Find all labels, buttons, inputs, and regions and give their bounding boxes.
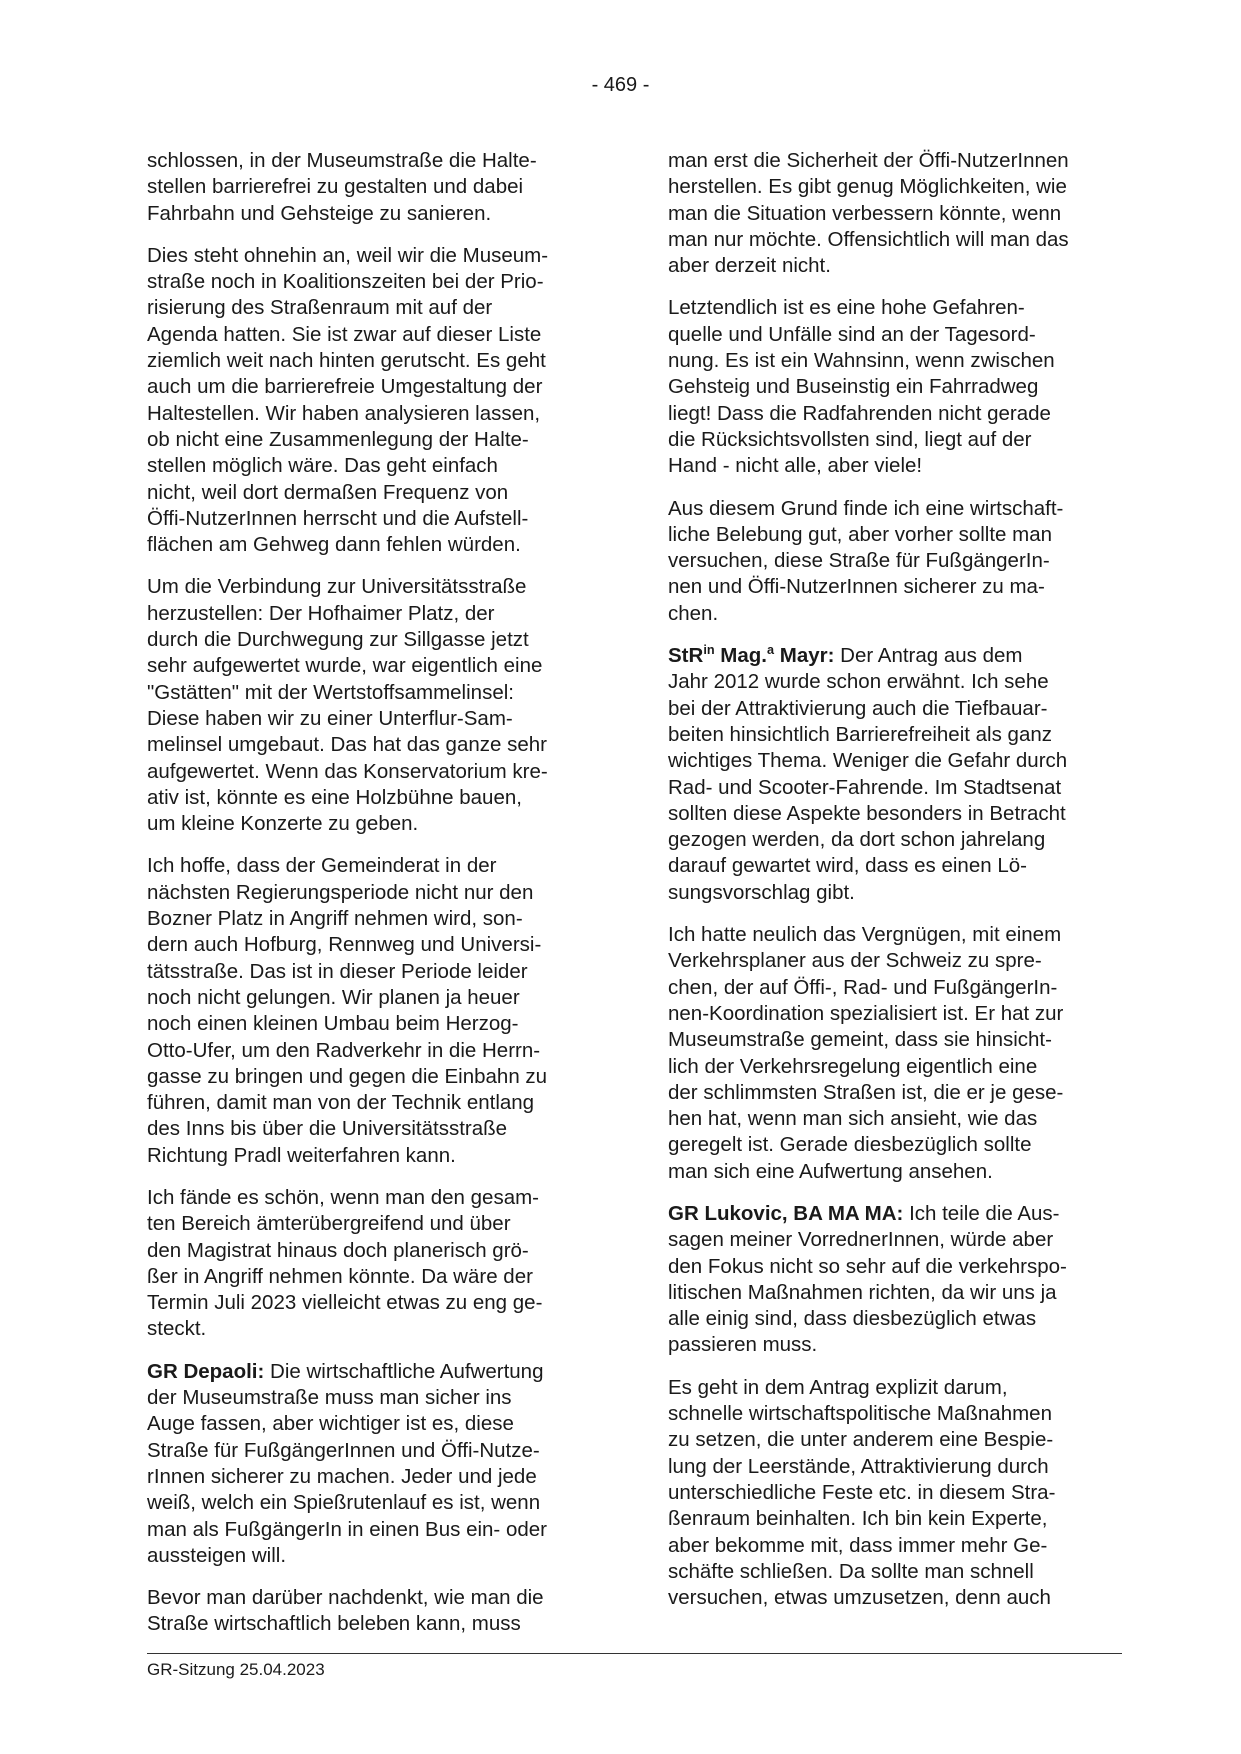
footer-divider [147,1653,1122,1654]
paragraph: Bevor man darüber nachdenkt, wie man die Straße wirtschaftlich beleben kann, muss [147,1586,544,1636]
paragraph: schlossen, in der Museumstraße die Halte- stellen barrierefrei zu gestalten und dabei Fahrbahn und Gehsteige zu sanieren. [147,149,537,225]
page-number: - 469 - [591,74,650,96]
paragraph: man erst die Sicherheit der Öffi-NutzerInnen herstellen. Es gibt genug Möglichkeiten, wie man die Situation verbessern könnte, wenn man nur möchte. Offensichtlich will man das aber derzeit nicht. [668,149,1069,278]
speaker-name: GR Lukovic, BA MA MA: [668,1201,904,1225]
paragraph: Um die Verbindung zur Universitätsstraße herzustellen: Der Hofhaimer Platz, der durch die Durchwegung zur Sillgasse jetzt sehr aufgewertet wurde, war eigentlich eine "Gstätten" mit der Wertstoffsammelinsel: Diese haben wir zu einer Unterflur-Sam- melinsel umgebaut. Das hat das ganze sehr aufgewertet. Wenn das Konservatorium kre- ativ ist, könnte es eine Holzbühne bauen, um kleine Konzerte zu geben. [147,575,548,836]
footer-session-date: GR-Sitzung 25.04.2023 [147,1660,325,1679]
paragraph: Ich fände es schön, wenn man den gesam- ten Bereich ämterübergreifend und über den Magistrat hinaus doch planerisch grö- ßer in Angriff nehmen könnte. Da wäre der Termin Juli 2023 vielleicht etwas zu eng ge- steckt. [147,1185,543,1341]
paragraph: Letztendlich ist es eine hohe Gefahren- quelle und Unfälle sind an der Tagesord- nung. Es ist ein Wahnsinn, wenn zwischen Gehsteig und Buseinstig ein Fahrradweg liegt! Dass die Radfahrenden nicht gerade die Rücksichtsvollsten sind, liegt auf der Hand - nicht alle, aber viele! [668,296,1055,478]
paragraph: Es geht in dem Antrag explizit darum, schnelle wirtschaftspolitische Maßnahmen zu setzen, die unter anderem eine Bespie- lung der Leerstände, Attraktivierung durch unterschiedliche Feste etc. in diesem Stra- ßenraum beinhalten. Ich bin kein Experte, aber bekomme mit, dass immer mehr Ge- schäfte schließen. Da sollte man schnell versuchen, etwas umzusetzen, denn auch [668,1375,1056,1610]
paragraph: Ich hoffe, dass der Gemeinderat in der nächsten Regierungsperiode nicht nur den Bozner Platz in Angriff nehmen wird, son- dern auch Hofburg, Rennweg und Universi- tätsstraße. Das ist in dieser Periode leider noch nicht gelungen. Wir planen ja heuer noch einen kleinen Umbau beim Herzog- Otto-Ufer, um den Radverkehr in die Herrn- gasse zu bringen und gegen die Einbahn zu führen, damit man von der Technik entlang des Inns bis über die Universitätsstraße Richtung Pradl weiterfahren kann. [147,854,548,1167]
speaker-name: StR$^{in}$ Mag.$^a$ Mayr: [668,642,835,668]
right-column [668,148,1123,1627]
paragraph: GR Lukovic, BA MA MA: Ich teile die Aus- sagen meiner VorrednerInnen, würde aber den Fokus nicht so sehr auf die verkehrspo- litischen Maßnahmen richten, da wir uns ja alle einig sind, dass diesbezüglich etwas passieren muss. [668,1201,1067,1357]
left-column [147,148,602,1654]
paragraph: StR$^{in}$ Mag.$^a$ Mayr: Der Antrag aus dem Jahr 2012 wurde schon erwähnt. Ich sehe bei der Attraktivierung auch die Tiefbauar- beiten hinsichtlich Barrierefreiheit als ganz wichtiges Thema. Weniger die Gefahr durch Rad- und Scooter-Fahrende. Im Stadtsenat sollten diese Aspekte besonders in Betracht gezogen werden, da dort schon jahrelang darauf gewartet wird, dass es einen Lö- sungsvorschlag gibt. [668,642,1068,904]
paragraph: Aus diesem Grund finde ich eine wirtschaft- liche Belebung gut, aber vorher sollte man versuchen, diese Straße für FußgängerIn- nen und Öffi-NutzerInnen sicherer zu ma- chen. [668,496,1064,625]
paragraph: GR Depaoli: Die wirtschaftliche Aufwertung der Museumstraße muss man sicher ins Auge fassen, aber wichtiger ist es, diese Straße für FußgängerInnen und Öffi-Nutze- rInnen sicherer zu machen. Jeder und jede weiß, welch ein Spießrutenlauf es ist, wenn man als FußgängerIn in einen Bus ein- oder aussteigen will. [147,1359,547,1567]
paragraph: Dies steht ohnehin an, weil wir die Museum- straße noch in Koalitionszeiten bei der Prio- risierung des Straßenraum mit auf der Agenda hatten. Sie ist zwar auf dieser Liste ziemlich weit nach hinten gerutscht. Es geht auch um die barrierefreie Umgestaltung der Haltestellen. Wir haben analysieren lassen, ob nicht eine Zusammenlegung der Halte- stellen möglich wäre. Das geht einfach nicht, weil dort dermaßen Frequenz von Öffi-NutzerInnen herrscht und die Aufstell- flächen am Gehweg dann fehlen würden. [147,243,549,557]
speaker-name: GR Depaoli: [147,1359,265,1383]
paragraph: Ich hatte neulich das Vergnügen, mit einem Verkehrsplaner aus der Schweiz zu spre- chen, der auf Öffi-, Rad- und FußgängerIn- nen-Koordination spezialisiert ist. Er hat zur Museumstraße gemeint, dass sie hinsicht- lich der Verkehrsregelung eigentlich eine der schlimmsten Straßen ist, die er je gese- hen hat, wenn man sich ansieht, wie das geregelt ist. Gerade diesbezüglich sollte man sich eine Aufwertung ansehen. [668,923,1064,1183]
